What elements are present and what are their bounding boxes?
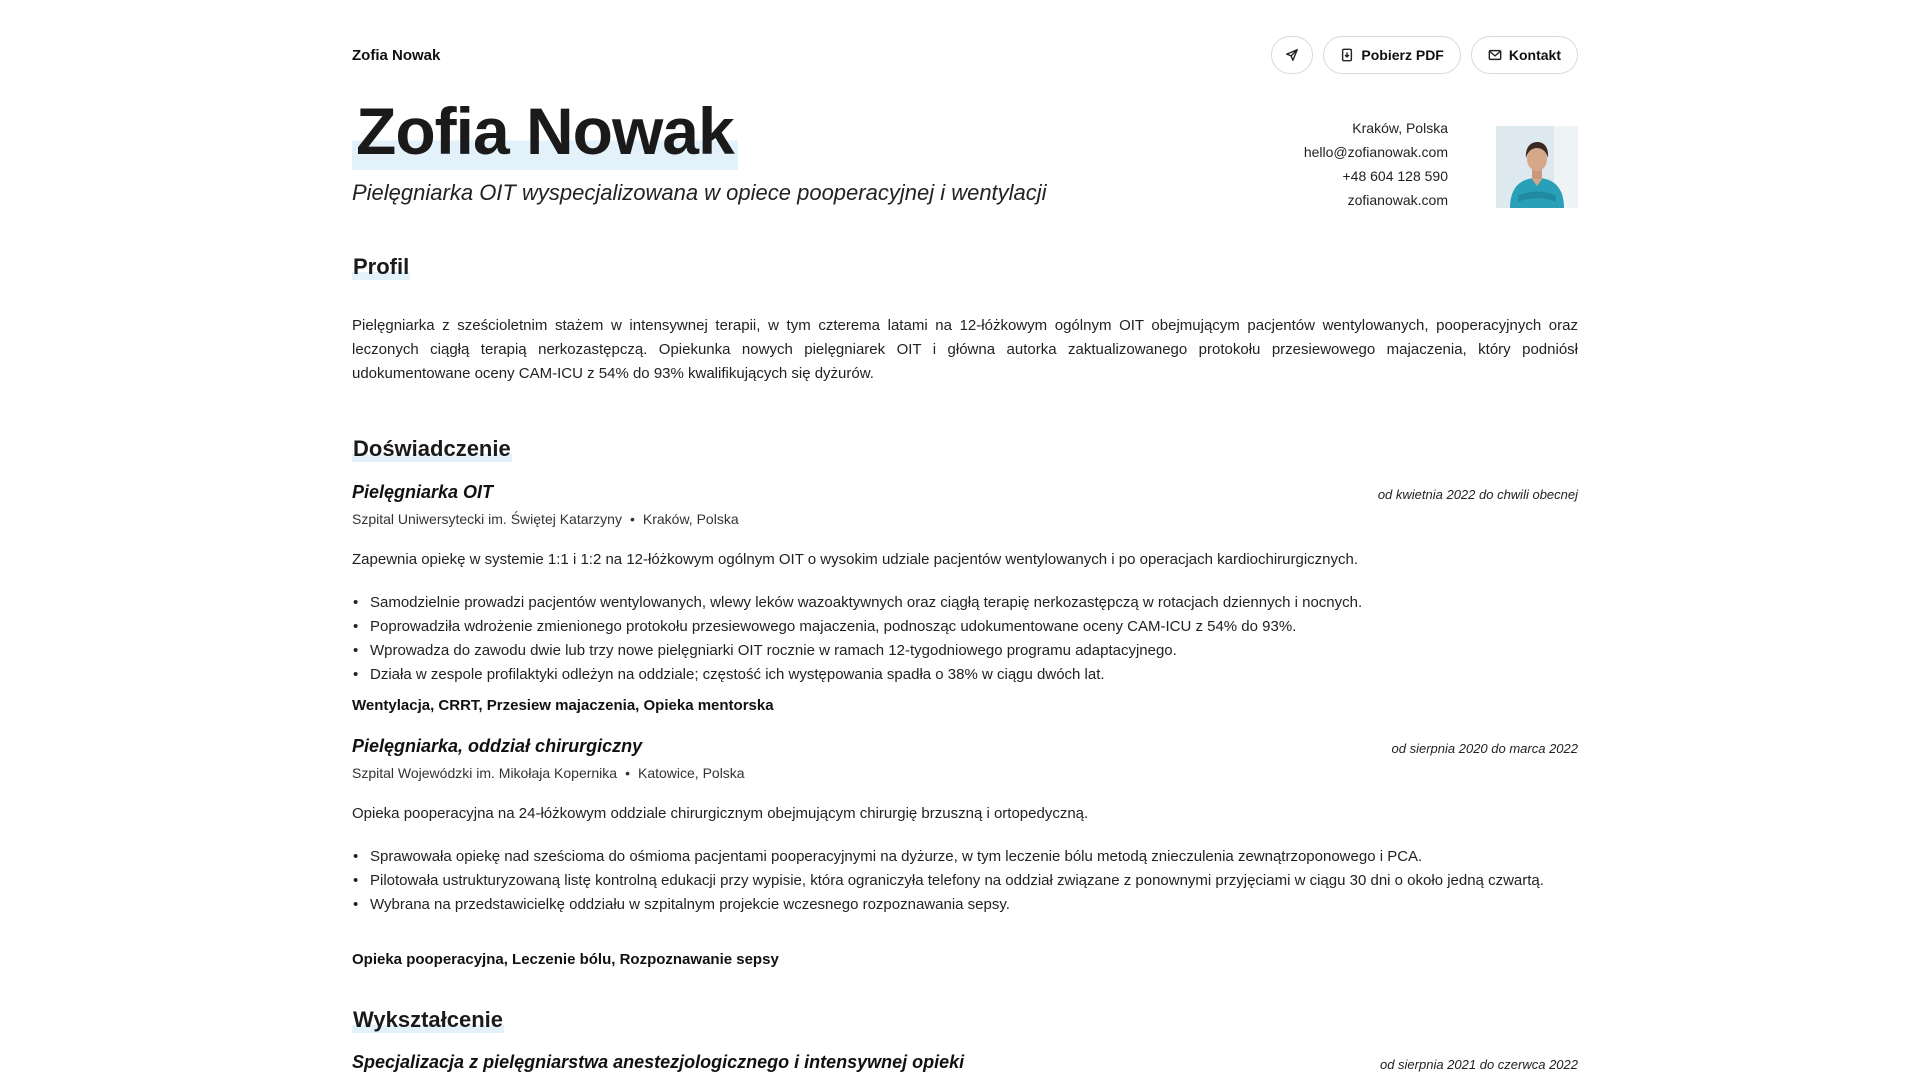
contact-button[interactable] — [1471, 36, 1578, 74]
job-organization — [352, 511, 739, 527]
profile-photo-image — [1496, 126, 1578, 208]
job-skills: Opieka pooperacyjna, Leczenie bólu, Rozpoznawanie sepsy — [352, 951, 779, 968]
contact-website[interactable]: zofianowak.com — [1347, 192, 1448, 208]
contact-info — [1304, 116, 1448, 212]
brand-name[interactable]: Zofia Nowak — [352, 47, 441, 64]
education-heading: Wykształcenie — [353, 1007, 504, 1032]
job-achievements — [352, 845, 1596, 917]
send-icon — [1285, 48, 1299, 62]
download-pdf-button[interactable] — [1323, 36, 1460, 74]
list-item: • Wybrana na przedstawicielkę oddziału w szpitalnym projekcie wczesnego rozpoznawania sepsy. — [370, 893, 1596, 917]
job-location: Katowice, Polska — [637, 765, 745, 781]
file-download-icon — [1340, 48, 1354, 62]
top-bar — [352, 36, 1578, 76]
education-title: Specjalizacja z pielęgniarstwa anestezjologicznego i intensywnej opieki — [352, 1052, 965, 1072]
job-description: Zapewnia opiekę w systemie 1:1 i 1:2 na 12-łóżkowym ogólnym OIT o wysokim udziale pacjentów wentylowanych i po operacjach kardiochirurgicznych. — [352, 551, 1359, 568]
job-title: Pielęgniarka, oddział chirurgiczny — [352, 736, 643, 756]
mail-icon — [1488, 48, 1502, 62]
download-pdf-label: Pobierz PDF — [1361, 47, 1444, 63]
job-skills: Wentylacja, CRRT, Przesiew majaczenia, Opieka mentorska — [352, 697, 774, 714]
profile-photo — [1496, 126, 1578, 208]
contact-location: Kraków, Polska — [1352, 120, 1448, 136]
job-location: Kraków, Polska — [642, 511, 739, 527]
job-achievements — [352, 591, 1596, 687]
list-item: • Samodzielnie prowadzi pacjentów wentylowanych, wlewy leków wazoaktywnych oraz ciągłą terapię nerkozastępczą w rotacjach dziennych i nocnych. — [370, 591, 1596, 615]
job-title: Pielęgniarka OIT — [352, 482, 494, 502]
list-item: • Pilotowała ustrukturyzowaną listę kontrolną edukacji przy wypisie, która ograniczyła telefony na oddział związane z ponownymi przyjęciami w ciągu 30 dni o około jedną czwartą. — [370, 869, 1596, 893]
contact-label: Kontakt — [1508, 47, 1561, 63]
employer-name: Szpital Uniwersytecki im. Świętej Katarzyny — [352, 511, 622, 527]
employer-name: Szpital Wojewódzki im. Mikołaja Kopernika — [352, 765, 618, 781]
share-button[interactable] — [1271, 36, 1313, 74]
action-buttons — [1271, 36, 1578, 74]
job-date: od kwietnia 2022 do chwili obecnej — [1377, 487, 1578, 502]
contact-email[interactable]: hello@zofianowak.com — [1303, 144, 1448, 160]
list-item: • Działa w zespole profilaktyki odleżyn na oddziale; częstość ich występowania spadła o 38% w ciągu dwóch lat. — [370, 663, 1596, 687]
experience-heading: Doświadczenie — [353, 436, 511, 461]
separator-dot: • — [625, 765, 630, 781]
profile-summary: Pielęgniarka z sześcioletnim stażem w intensywnej terapii, w tym czterema latami na 12-łóżkowym ogólnym OIT obejmującym pacjentów wentylowanych, pooperacyjnych oraz leczonych ciągłą terapią nerkozastępczą. Opiekunka nowych pielęgniarek OIT i główna autorka zaktualizowanego protokołu przesiewowego majaczenia, który podniósł udokumentowane oceny CAM-ICU z 54% do 93% kwalifikujących się dyżurów. — [352, 317, 1578, 382]
list-item: • Wprowadza do zawodu dwie lub trzy nowe pielęgniarki OIT rocznie w ramach 12-tygodniowego programu adaptacyjnego. — [370, 639, 1596, 663]
job-organization — [352, 765, 745, 781]
job-date: od sierpnia 2020 do marca 2022 — [1391, 741, 1578, 756]
separator-dot: • — [629, 511, 635, 527]
list-item: • Poprowadziła wdrożenie zmienionego protokołu przesiewowego majaczenia, podnosząc udokumentowane oceny CAM-ICU z 54% do 93%. — [370, 615, 1596, 639]
education-date: od sierpnia 2021 do czerwca 2022 — [1379, 1057, 1578, 1072]
page-title: Zofia Nowak — [352, 92, 738, 170]
job-subtitle: Pielęgniarka OIT wyspecjalizowana w opiece pooperacyjnej i wentylacji — [352, 180, 1047, 205]
job-description: Opieka pooperacyjna na 24-łóżkowym oddziale chirurgicznym obejmującym chirurgię brzuszną i ortopedyczną. — [352, 805, 1089, 822]
list-item: • Sprawowała opiekę nad sześcioma do ośmioma pacjentami pooperacyjnymi na dyżurze, w tym leczenie bólu metodą znieczulenia zewnątrzoponowego i PCA. — [370, 845, 1596, 869]
contact-phone[interactable]: +48 604 128 590 — [1342, 168, 1448, 184]
profile-heading: Profil — [353, 254, 410, 279]
